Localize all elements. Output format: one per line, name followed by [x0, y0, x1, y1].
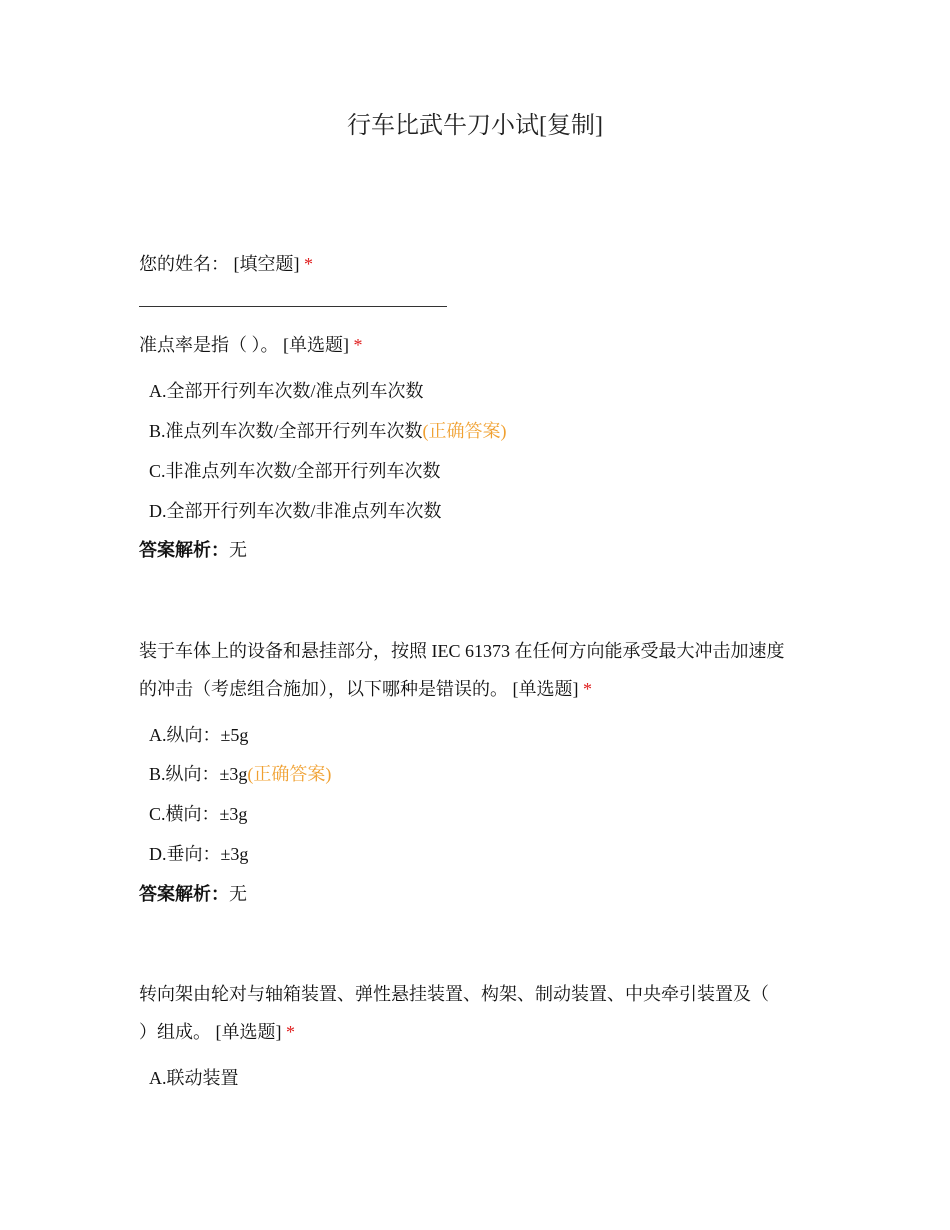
- option-c[interactable]: C.非准点列车次数/全部开行列车次数: [149, 461, 441, 481]
- option-b[interactable]: [149, 761, 331, 787]
- question-1: [139, 332, 363, 358]
- name-input-line[interactable]: [139, 306, 447, 307]
- option-c[interactable]: C.横向：±3g: [149, 804, 248, 824]
- question-type: [单选题]: [283, 335, 349, 355]
- analysis-label: 答案解析：: [139, 540, 229, 560]
- question-text: 准点率是指（ ）。: [139, 335, 279, 355]
- question-type: [单选题]: [512, 679, 579, 699]
- question-text: 您的姓名：: [139, 254, 229, 274]
- option-d[interactable]: D.垂向：±3g: [149, 844, 249, 864]
- page-title: 行车比武牛刀小试[复制]: [347, 113, 603, 139]
- question-type: [单选题]: [215, 1022, 282, 1042]
- required-mark: *: [583, 679, 592, 699]
- question-3-line-1: 转向架由轮对与轴箱装置、弹性悬挂装置、构架、制动装置、中央牵引装置及（: [139, 984, 769, 1004]
- required-mark: *: [304, 254, 313, 274]
- required-mark: *: [286, 1022, 295, 1042]
- answer-analysis: [139, 537, 247, 563]
- correct-answer-tag: (正确答案): [247, 764, 332, 784]
- question-3-line-2: [139, 1019, 295, 1045]
- question-type: [填空题]: [233, 254, 300, 274]
- required-mark: *: [353, 335, 363, 355]
- analysis-label: 答案解析：: [139, 884, 229, 904]
- option-a[interactable]: A.全部开行列车次数/准点列车次数: [149, 381, 424, 401]
- correct-answer-tag: (正确答案): [422, 421, 507, 441]
- question-2-line-2: [139, 676, 592, 702]
- option-text: B.准点列车次数/全部开行列车次数: [149, 421, 423, 441]
- option-text: B.纵向：±3g: [149, 764, 248, 784]
- option-a[interactable]: A.纵向：±5g: [149, 725, 249, 745]
- question-text: ）组成。: [139, 1022, 211, 1042]
- analysis-text: 无: [229, 540, 247, 560]
- question-text: 的冲击（考虑组合施加），以下哪种是错误的。: [139, 679, 508, 699]
- option-a[interactable]: A.联动装置: [149, 1068, 239, 1088]
- option-d[interactable]: D.全部开行列车次数/非准点列车次数: [149, 501, 442, 521]
- option-b[interactable]: [149, 418, 507, 444]
- answer-analysis: [139, 881, 247, 907]
- analysis-text: 无: [229, 884, 247, 904]
- question-name: [139, 251, 313, 277]
- question-2-line-1: 装于车体上的设备和悬挂部分，按照 IEC 61373 在任何方向能承受最大冲击加速度: [139, 641, 785, 661]
